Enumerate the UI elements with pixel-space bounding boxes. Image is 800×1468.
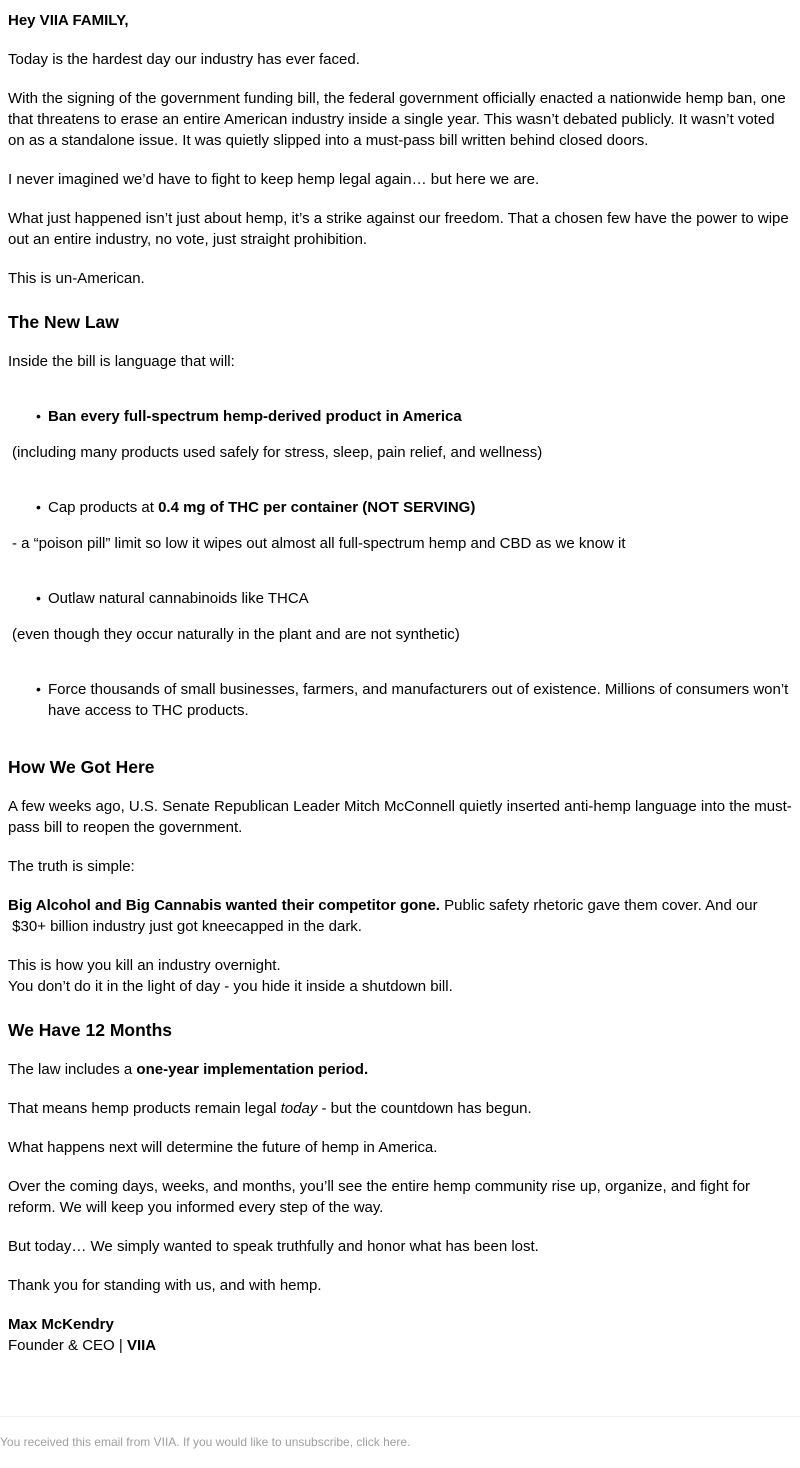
text-run: Founder & CEO |	[8, 1337, 127, 1354]
thank-you	[8, 1275, 792, 1296]
text-run: Today is the hardest day our industry has ever faced.	[8, 51, 360, 68]
greeting	[8, 10, 792, 31]
truth-is-simple	[8, 856, 792, 877]
text-run: Outlaw natural cannabinoids like THCA	[48, 590, 309, 607]
text-run: What just happened isn’t just about hemp, it’s a strike against our freedom. That a chosen few have the power to wipe out an entire industry, no vote, just straight prohibition.	[8, 210, 789, 248]
bullet-icon: •	[36, 408, 41, 424]
text-run: Over the coming days, weeks, and months, you’ll see the entire hemp community rise up, organize, and fight for reform. We will keep you informed every step of the way.	[8, 1178, 751, 1216]
text-run: Hey VIIA FAMILY,	[8, 12, 129, 29]
text-run: You don’t do it in the light of day - you hide it inside a shutdown bill.	[8, 978, 453, 995]
text-run: How We Got Here	[8, 757, 155, 777]
email-page	[0, 10, 800, 1450]
big-alcohol-cannabis	[8, 895, 792, 937]
text-run: The law includes a	[8, 1061, 137, 1078]
bullet-cap-products	[8, 497, 792, 518]
heading-we-have-12-months	[8, 1019, 792, 1041]
text-run: 0.4 mg of THC per container (NOT SERVING)	[158, 499, 476, 516]
text-run: Public safety rhetoric gave them cover. And our $30+ billion industry just got kneecapped in the dark.	[8, 897, 758, 935]
bullet-icon: •	[36, 590, 41, 606]
community-rise-up	[8, 1176, 792, 1218]
what-happens-next	[8, 1137, 792, 1158]
text-run: A few weeks ago, U.S. Senate Republican Leader Mitch McConnell quietly inserted anti-hemp language into the must-pass bill to reopen the government.	[8, 798, 792, 836]
text-run: You received this email from VIIA. If you would like to unsubscribe,	[0, 1435, 357, 1449]
text-run: today	[280, 1100, 318, 1117]
text-run: With the signing of the government funding bill, the federal government officially enacted a nationwide hemp ban, one that threatens to erase an entire American industry inside a single year. This wasn’t debated publicly. It wasn’t voted on as a standalone issue. It was quietly slipped into a must-pass bill written behind closed doors.	[8, 90, 786, 149]
text-run: Thank you for standing with us, and with hemp.	[8, 1277, 322, 1294]
bill-language-intro	[8, 351, 792, 372]
countdown-begun	[8, 1098, 792, 1119]
email-body	[8, 10, 792, 1356]
un-american	[8, 268, 792, 289]
text-run: This is how you kill an industry overnight.	[8, 957, 281, 974]
kill-an-industry	[8, 955, 792, 997]
bullet-outlaw-cannabinoids	[8, 588, 792, 609]
email-footer	[0, 1416, 800, 1468]
strike-against-freedom	[8, 208, 792, 250]
text-run: I never imagined we’d have to fight to keep hemp legal again… but here we are.	[8, 171, 540, 188]
text-run: - a “poison pill” limit so low it wipes out almost all full-spectrum hemp and CBD as we know it	[12, 535, 626, 552]
heading-how-we-got-here	[8, 756, 792, 778]
mcconnell-inserted	[8, 796, 792, 838]
text-run: Big Alcohol and Big Cannabis wanted their competitor gone.	[8, 897, 440, 914]
heading-the-new-law	[8, 311, 792, 333]
text-run: That means hemp products remain legal	[8, 1100, 281, 1117]
hardest-day	[8, 49, 792, 70]
bullet-force-businesses	[8, 679, 792, 721]
text-run: Max McKendry	[8, 1316, 114, 1333]
text-run: VIIA	[126, 1337, 157, 1354]
text-run: Force thousands of small businesses, farmers, and manufacturers out of existence. Millions of consumers won’t have access to THC products.	[48, 681, 789, 719]
text-run: The New Law	[8, 312, 119, 332]
text-run: But today… We simply wanted to speak truthfully and honor what has been lost.	[8, 1238, 539, 1255]
but-today	[8, 1236, 792, 1257]
text-run: (even though they occur naturally in the plant and are not synthetic)	[12, 626, 460, 643]
text-run: We Have 12 Months	[8, 1020, 173, 1040]
text-run: (including many products used safely for stress, sleep, pain relief, and wellness)	[12, 444, 543, 461]
text-run: Cap products at	[48, 499, 159, 516]
bullet-icon: •	[36, 681, 41, 697]
note-poison-pill	[8, 533, 792, 554]
text-run: one-year implementation period.	[136, 1061, 369, 1078]
text-run: Ban every full-spectrum hemp-derived product in America	[48, 408, 462, 425]
note-occur-naturally	[8, 624, 792, 645]
text-run: This is un-American.	[8, 270, 145, 287]
text-run: - but the countdown has begun.	[317, 1100, 532, 1117]
text-run: Inside the bill is language that will:	[8, 353, 235, 370]
bullet-ban-products	[8, 406, 792, 427]
text-run: What happens next will determine the future of hemp in America.	[8, 1139, 438, 1156]
text-run: The truth is simple:	[8, 858, 135, 875]
ban-overview	[8, 88, 792, 151]
unsubscribe-link[interactable]: click here.	[356, 1435, 411, 1449]
never-imagined	[8, 169, 792, 190]
signature	[8, 1314, 792, 1356]
unsubscribe-text	[0, 1435, 800, 1450]
note-including-products	[8, 442, 792, 463]
implementation-period	[8, 1059, 792, 1080]
bullet-icon: •	[36, 499, 41, 515]
